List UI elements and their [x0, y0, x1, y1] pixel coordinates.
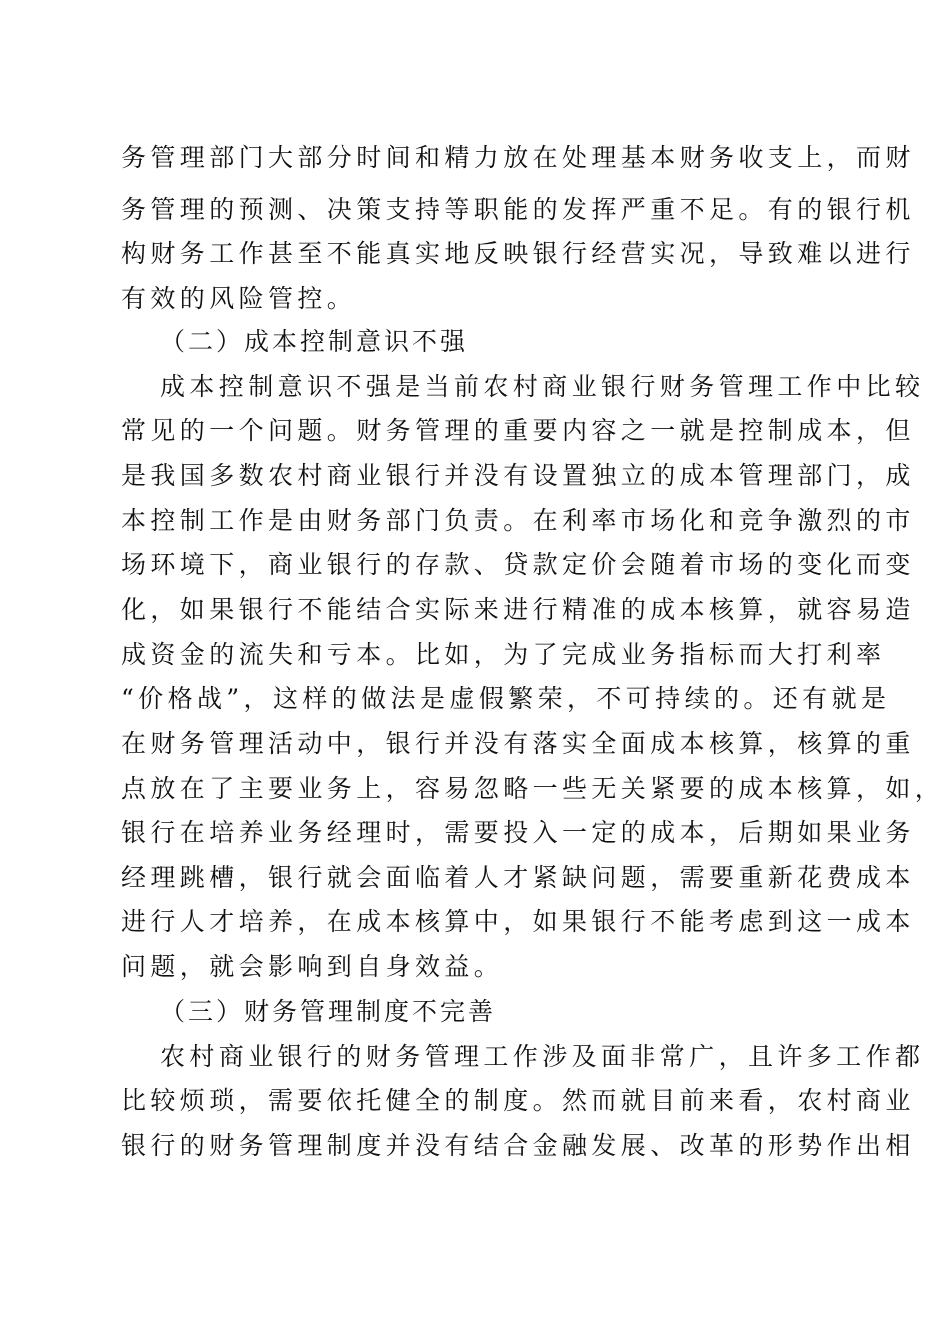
- text-line: 银行的财务管理制度并没有结合金融发展、改革的形势作出相: [121, 1131, 915, 1160]
- text-line: 务管理的预测、决策支持等职能的发挥严重不足。有的银行机: [121, 195, 915, 224]
- text-line: 常见的一个问题。财务管理的重要内容之一就是控制成本，但: [121, 416, 915, 445]
- text-line: 化，如果银行不能结合实际来进行精准的成本核算，就容易造: [121, 595, 915, 624]
- text-line: 点放在了主要业务上，容易忽略一些无关紧要的成本核算，如，: [121, 774, 945, 803]
- text-line: 比较烦琐，需要依托健全的制度。然而就目前来看，农村商业: [121, 1086, 915, 1115]
- text-line: 银行在培养业务经理时，需要投入一定的成本，后期如果业务: [121, 818, 915, 847]
- section-heading-3: （三）财务管理制度不完善: [160, 997, 497, 1026]
- text-line: 场环境下，商业银行的存款、贷款定价会随着市场的变化而变: [121, 550, 915, 579]
- text-line: 农村商业银行的财务管理工作涉及面非常广，且许多工作都: [160, 1042, 925, 1071]
- text-line: 本控制工作是由财务部门负责。在利率市场化和竞争激烈的市: [121, 506, 915, 535]
- text-line: 构财务工作甚至不能真实地反映银行经营实况，导致难以进行: [121, 239, 915, 268]
- text-line: “价格战”，这样的做法是虚假繁荣，不可持续的。还有就是: [121, 684, 891, 713]
- text-line: 成本控制意识不强是当前农村商业银行财务管理工作中比较: [160, 372, 925, 401]
- section-heading-2: （二）成本控制意识不强: [160, 327, 469, 356]
- text-line: 有效的风险管控。: [121, 284, 357, 313]
- text-line: 成资金的流失和亏本。比如，为了完成业务指标而大打利率: [121, 640, 886, 669]
- text-line: 进行人才培养，在成本核算中，如果银行不能考虑到这一成本: [121, 907, 915, 936]
- text-line: 务管理部门大部分时间和精力放在处理基本财务收支上，而财: [121, 143, 915, 172]
- text-line: 是我国多数农村商业银行并没有设置独立的成本管理部门，成: [121, 461, 915, 490]
- text-line: 问题，就会影响到自身效益。: [121, 952, 504, 981]
- text-line: 在财务管理活动中，银行并没有落实全面成本核算，核算的重: [121, 729, 915, 758]
- text-line: 经理跳槽，银行就会面临着人才紧缺问题，需要重新花费成本: [121, 863, 915, 892]
